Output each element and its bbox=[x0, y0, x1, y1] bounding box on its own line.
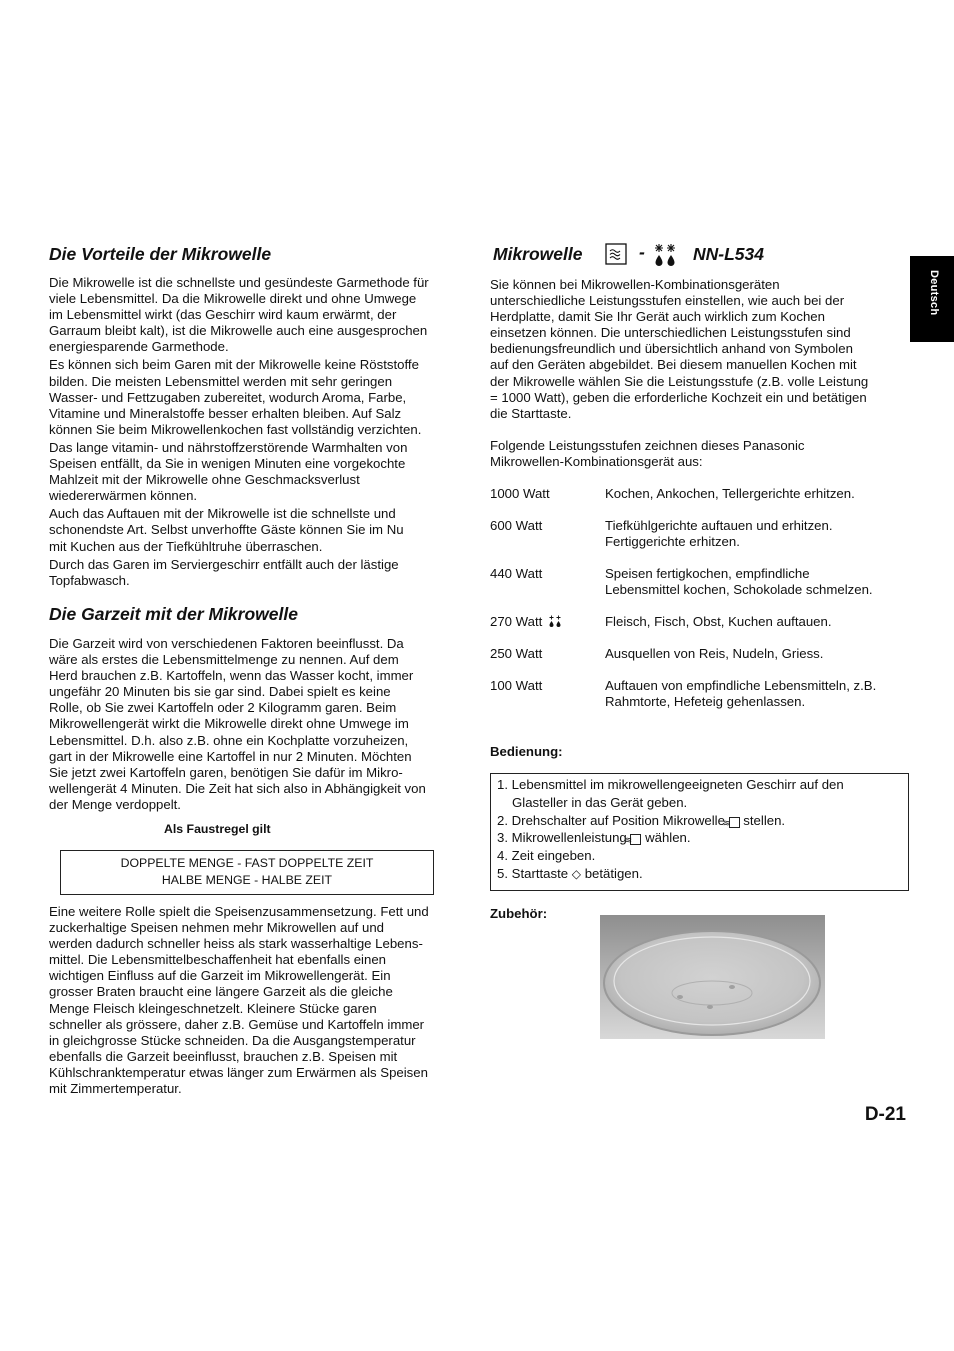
power-watt: 600 Watt bbox=[490, 518, 543, 533]
text-line: mit Kuchen aus der Tiefkühltruhe überraschen. bbox=[49, 538, 323, 554]
power-watt: 440 Watt bbox=[490, 566, 543, 581]
text-line: können Sie beim Mikrowellenkochen fast vollständig verzichten. bbox=[49, 421, 422, 437]
text-line: bedienungsfreundlich und übersichtlich anhand von Symbolen bbox=[490, 341, 853, 357]
step-text: 3. Mikrowellenleistung bbox=[497, 830, 627, 846]
text-line: schonendste Art. Selbst unverhoffte Gäste können Sie im Nu bbox=[49, 522, 404, 538]
text-line: Sie können bei Mikrowellen-Kombinationsgeräten bbox=[490, 277, 780, 292]
power-desc-line: Lebensmittel kochen, Schokolade schmelzen. bbox=[605, 582, 873, 598]
text-line: Lebensmittel. D.h. also z.B. ohne ein Kochplatte vorzuheizen, bbox=[49, 732, 409, 748]
text-line: schneller als grössere, daher z.B. Gemüse und Kartoffeln immer bbox=[49, 1016, 425, 1032]
text-line: Folgende Leistungsstufen zeichnen dieses Panasonic bbox=[490, 438, 805, 453]
power-desc bbox=[605, 678, 910, 710]
power-desc-line: Fertiggerichte erhitzen. bbox=[605, 534, 740, 550]
heading-advantages: Die Vorteile der Mikrowelle bbox=[49, 244, 272, 264]
power-desc-line: Ausquellen von Reis, Nudeln, Griess. bbox=[605, 646, 824, 661]
rule-line: DOPPELTE MENGE - FAST DOPPELTE ZEIT bbox=[120, 856, 374, 870]
text-line: = 1000 Watt), geben die erforderliche Kochzeit ein und betätigen bbox=[490, 389, 867, 405]
step-3 bbox=[497, 829, 902, 847]
step-text: wählen. bbox=[645, 830, 691, 846]
text-line: Herdplatte, damit Sie Ihr Gerät auch wirklich zum Kochen bbox=[490, 309, 825, 325]
power-watt: 250 Watt bbox=[490, 646, 543, 661]
text-line: Durch das Garen im Serviergeschirr entfällt auch der lästige bbox=[49, 556, 399, 572]
rule-line: HALBE MENGE - HALBE ZEIT bbox=[161, 872, 333, 887]
text-line: Auch das Auftauen mit der Mikrowelle ist die schnellste und bbox=[49, 506, 396, 522]
text-line: Die Mikrowelle ist die schnellste und gesündeste Garmethode für bbox=[49, 275, 429, 290]
power-watt: 100 Watt bbox=[490, 678, 543, 693]
glass-turntable-image bbox=[600, 915, 825, 1039]
power-desc bbox=[605, 486, 910, 502]
text-line: im Lebensmittel wirkt (das Geschirr wird kaum erwärmt, der bbox=[49, 307, 397, 323]
rule-title: Als Faustregel gilt bbox=[164, 822, 271, 836]
defrost-symbol-icon bbox=[652, 242, 678, 268]
text-line: Kühlschranktemperatur etwas länger zum Erwärmen als Speisen bbox=[49, 1064, 428, 1080]
text-line: Die Garzeit wird von verschiedenen Faktoren beeinflusst. Da bbox=[49, 636, 404, 651]
step-text: 5. Starttaste bbox=[497, 865, 569, 881]
text-line: Mikrowellengerät wirkt die Mikrowelle direkt ohne Umwege im bbox=[49, 716, 409, 732]
text-line: gart in der Mikrowelle eine Kartoffel in nur 2 Minuten. Möchten bbox=[49, 748, 412, 764]
heading-microwave bbox=[493, 242, 913, 266]
step-text: betätigen. bbox=[584, 865, 643, 881]
text-line: viele Lebensmittel. Da die Mikrowelle direkt und ohne Umwege bbox=[49, 291, 417, 307]
text-line: bilden. Die meisten Lebensmittel werden mit sehr geringen bbox=[49, 373, 393, 389]
operation-label: Bedienung: bbox=[490, 744, 563, 759]
text-line: Garraum bleibt kalt), ist die Mikrowelle auch eine ausgesprochen bbox=[49, 323, 428, 339]
text-line: Herd brauchen z.B. Kartoffeln, wenn das Wasser kocht, immer bbox=[49, 668, 414, 684]
power-watt: 270 Watt bbox=[490, 614, 543, 629]
cooking-time-text bbox=[49, 636, 479, 813]
power-desc-line: Fleisch, Fisch, Obst, Kuchen auftauen. bbox=[605, 614, 832, 629]
accessories-label: Zubehör: bbox=[490, 906, 548, 921]
text-line: Mahlzeit mit der Mikrowelle ohne Geschmacksverlust bbox=[49, 472, 360, 488]
step-1 bbox=[497, 776, 902, 812]
text-line: Vitamine und Mineralstoffe besser erhalten bleiben. Auf Salz bbox=[49, 405, 402, 421]
text-line: einsetzen können. Die unterschiedlichen Leistungsstufen sind bbox=[490, 325, 851, 341]
text-line: Speisen entfällt, da Sie in wenigen Minuten eine vorgekochte bbox=[49, 456, 406, 472]
text-line: Sie jetzt zwei Kartoffeln garen, benötigen Sie dafür im Mikro- bbox=[49, 764, 403, 780]
heading-microwave-label: Mikrowelle bbox=[493, 244, 583, 264]
power-desc-line: Speisen fertigkochen, empfindliche bbox=[605, 566, 810, 581]
power-desc-line: Rahmtorte, Hefeteig gehenlassen. bbox=[605, 694, 806, 710]
text-line: mit Zimmertemperatur. bbox=[49, 1081, 182, 1097]
defrost-small-icon bbox=[548, 615, 562, 627]
step-4: 4. Zeit eingeben. bbox=[497, 848, 596, 864]
intro-text bbox=[490, 277, 915, 422]
text-line: der Menge verdoppelt. bbox=[49, 796, 181, 812]
heading-cooking-time: Die Garzeit mit der Mikrowelle bbox=[49, 604, 298, 624]
composition-text bbox=[49, 904, 479, 1097]
power-desc bbox=[605, 646, 910, 662]
step-text: stellen. bbox=[743, 812, 786, 828]
text-line: wellengerät 4 Minuten. Die Zeit hat sich also in Abhängigkeit von bbox=[49, 780, 426, 796]
text-line: grosser Braten braucht eine längere Garzeit als die gleiche bbox=[49, 984, 393, 1000]
text-line: ebenfalls die Garzeit beeinflusst, brauchen z.B. Speisen mit bbox=[49, 1048, 398, 1064]
text-line: wäre als erstes die Lebensmittelmenge zu nennen. Auf dem bbox=[49, 652, 399, 668]
step-text: Glasteller in das Gerät geben. bbox=[512, 794, 688, 810]
advantages-text bbox=[49, 275, 479, 589]
power-desc-line: Kochen, Ankochen, Tellergerichte erhitzen. bbox=[605, 486, 855, 501]
step-2 bbox=[497, 812, 902, 830]
power-desc bbox=[605, 566, 910, 598]
heading-dash: - bbox=[639, 242, 645, 262]
microwave-symbol-icon bbox=[605, 243, 627, 265]
microwave-small-icon: ≋ bbox=[729, 817, 740, 828]
text-line: Eine weitere Rolle spielt die Speisenzusammensetzung. Fett und bbox=[49, 904, 429, 919]
intro2-text bbox=[490, 438, 915, 470]
rule-box bbox=[60, 850, 434, 895]
text-line: wiedererwärmen können. bbox=[49, 488, 198, 504]
language-tab-label: Deutsch bbox=[928, 270, 940, 316]
microwave-small-icon: ≋ bbox=[630, 834, 641, 845]
text-line: werden dadurch schneller heiss als stark wasserhaltige Lebens- bbox=[49, 936, 423, 952]
text-line: Das lange vitamin- und nährstoffzerstörende Warmhalten von bbox=[49, 439, 408, 455]
language-tab bbox=[910, 256, 954, 342]
step-text: 2. Drehschalter auf Position Mikrowelle bbox=[497, 812, 725, 828]
text-line: Topfabwasch. bbox=[49, 572, 130, 588]
text-line: Mikrowellen-Kombinationsgerät aus: bbox=[490, 454, 703, 470]
text-line: Rolle, ob Sie zwei Kartoffeln oder 2 Kilogramm garen. Beim bbox=[49, 700, 397, 716]
text-line: Es können sich beim Garen mit der Mikrowelle keine Röststoffe bbox=[49, 357, 419, 373]
text-line: auf den Geräten abgebildet. Bei diesem manuellen Kochen mit bbox=[490, 357, 857, 373]
text-line: Menge Fleisch kleingeschnetzelt. Kleinere Stücke garen bbox=[49, 1000, 377, 1016]
text-line: die Starttaste. bbox=[490, 405, 572, 421]
text-line: unterschiedliche Leistungsstufen einstellen, wie auch bei der bbox=[490, 293, 845, 309]
step-text: 1. Lebensmittel im mikrowellengeeigneten Geschirr auf den bbox=[497, 777, 844, 792]
text-line: in gleichgrosse Stücke schneiden. Da die Ausgangstemperatur bbox=[49, 1032, 416, 1048]
power-watt: 1000 Watt bbox=[490, 486, 550, 501]
text-line: mittel. Die Lebensmittelbeschaffenheit hat ebenfalls einen bbox=[49, 952, 386, 968]
text-line: der Mikrowelle wählen Sie die Leistungsstufe (z.B. volle Leistung bbox=[490, 373, 869, 389]
power-desc bbox=[605, 614, 910, 630]
text-line: ungefähr 20 Minuten bis sie gar sind. Dabei spielt es keine bbox=[49, 684, 391, 700]
power-watt-wrap bbox=[490, 614, 600, 630]
start-icon: ◇ bbox=[571, 866, 582, 881]
text-line: zuckerhaltige Speisen nehmen mehr Mikrowellen auf und bbox=[49, 920, 384, 936]
model-number: NN-L534 bbox=[693, 244, 764, 264]
power-desc bbox=[605, 518, 910, 550]
page-number: D-21 bbox=[864, 1104, 906, 1125]
text-line: wichtigen Einfluss auf die Garzeit im Mikrowellengerät. Ein bbox=[49, 968, 391, 984]
operation-steps-box bbox=[490, 773, 909, 891]
text-line: Wasser- und Fettzugaben zubereitet, wodurch Aroma, Farbe, bbox=[49, 389, 407, 405]
power-desc-line: Tiefkühlgerichte auftauen und erhitzen. bbox=[605, 518, 833, 533]
power-desc-line: Auftauen von empfindliche Lebensmitteln, z.B. bbox=[605, 678, 877, 693]
text-line: energiesparende Garmethode. bbox=[49, 339, 229, 355]
step-5 bbox=[497, 865, 902, 884]
